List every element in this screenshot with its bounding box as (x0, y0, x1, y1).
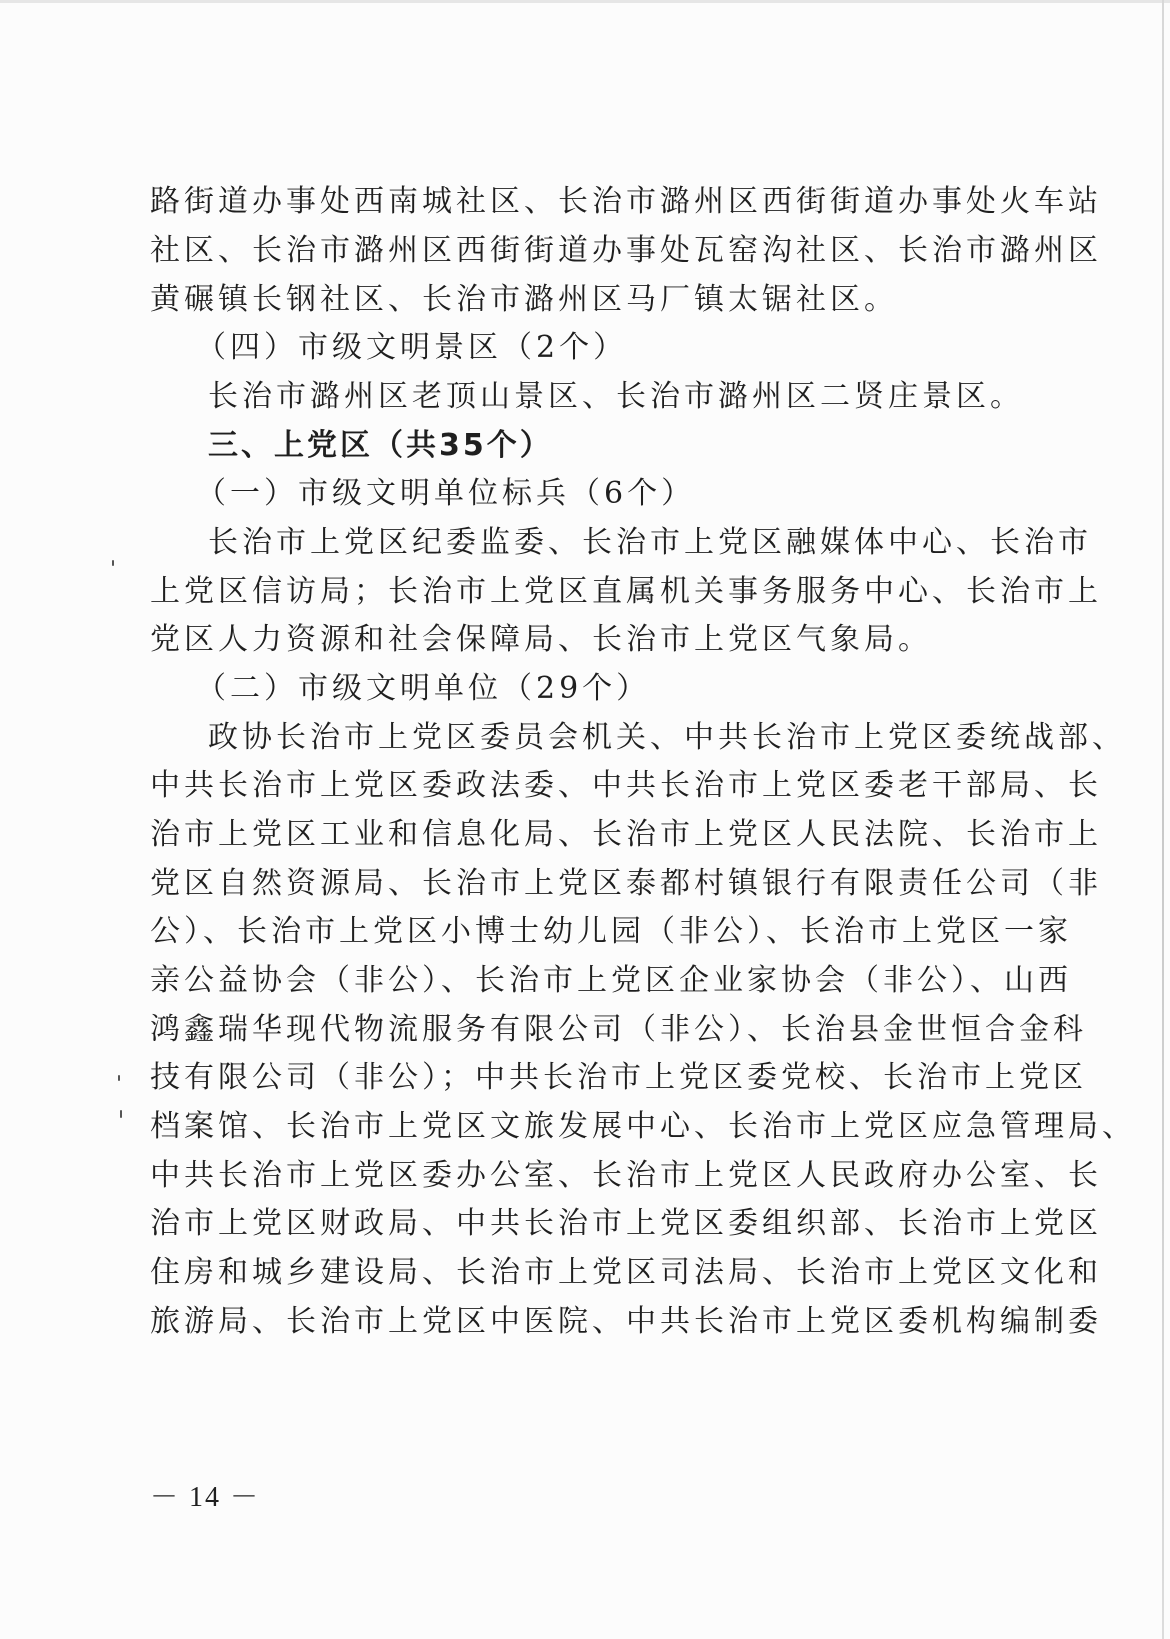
text-line: 长治市潞州区老顶山景区、长治市潞州区二贤庄景区。 (208, 379, 1024, 414)
text-line: 上党区信访局；长治市上党区直属机关事务服务中心、长治市上 (150, 574, 1102, 609)
text-line: 黄碾镇长钢社区、长治市潞州区马厂镇太锯社区。 (150, 282, 898, 317)
scan-speck (112, 560, 114, 566)
text-line: 治市上党区财政局、中共长治市上党区委组织部、长治市上党区 (150, 1206, 1102, 1241)
text-line: 党区自然资源局、长治市上党区泰都村镇银行有限责任公司（非 (150, 866, 1102, 901)
text-line: 亲公益协会（非公）、长治市上党区企业家协会（非公）、山西 (150, 963, 1072, 998)
text-line: 住房和城乡建设局、长治市上党区司法局、长治市上党区文化和 (150, 1255, 1102, 1290)
subheading-line: （一）市级文明单位标兵（6个） (196, 476, 696, 511)
section-heading: 三、上党区（共35个） (208, 428, 553, 463)
text-line: 社区、长治市潞州区西街街道办事处瓦窑沟社区、长治市潞州区 (150, 233, 1102, 268)
scan-speck (118, 1075, 120, 1081)
subheading-line: （二）市级文明单位（29个） (196, 671, 651, 706)
text-line: 档案馆、长治市上党区文旅发展中心、长治市上党区应急管理局、 (150, 1109, 1136, 1144)
text-line: 鸿鑫瑞华现代物流服务有限公司（非公）、长治县金世恒合金科 (150, 1012, 1087, 1047)
text-line: 中共长治市上党区委政法委、中共长治市上党区委老干部局、长 (150, 768, 1102, 803)
text-line: 治市上党区工业和信息化局、长治市上党区人民法院、长治市上 (150, 817, 1102, 852)
text-line: 公）、长治市上党区小博士幼儿园（非公）、长治市上党区一家 (150, 914, 1072, 949)
text-line: 技有限公司（非公）；中共长治市上党区委党校、长治市上党区 (150, 1060, 1087, 1095)
text-line: 路街道办事处西南城社区、长治市潞州区西街街道办事处火车站 (150, 184, 1102, 219)
text-line: 政协长治市上党区委员会机关、中共长治市上党区委统战部、 (208, 720, 1126, 755)
scan-edge-top (0, 0, 1170, 3)
text-line: 中共长治市上党区委办公室、长治市上党区人民政府办公室、长 (150, 1158, 1102, 1193)
text-line: 长治市上党区纪委监委、长治市上党区融媒体中心、长治市 (208, 525, 1092, 560)
text-line: 旅游局、长治市上党区中医院、中共长治市上党区委机构编制委 (150, 1304, 1102, 1339)
text-line: 党区人力资源和社会保障局、长治市上党区气象局。 (150, 622, 932, 657)
scan-speck (120, 1110, 122, 1118)
page-number: － 14 － (150, 1482, 261, 1513)
subheading-line: （四）市级文明景区（2个） (196, 330, 628, 365)
